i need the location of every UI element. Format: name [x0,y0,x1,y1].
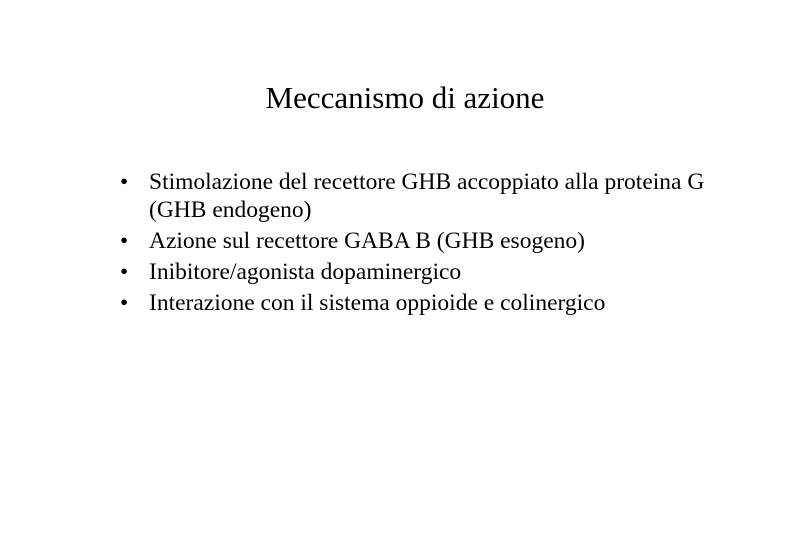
bullet-item-3 [120,258,760,286]
bullet-item-2 [120,227,760,255]
bullet-icon: • [120,259,129,285]
bullet-text: Stimolazione del recettore GHB accoppiato alla proteina G (GHB endogeno) [149,169,705,223]
bullet-icon: • [120,169,129,195]
bullet-icon: • [120,290,129,316]
bullet-item-4 [120,289,760,317]
bullet-text: Azione sul recettore GABA B (GHB esogeno) [149,228,585,254]
bullet-icon: • [120,228,129,254]
bullet-text: Interazione con il sistema oppioide e colinergico [149,290,606,316]
slide-title: Meccanismo di azione [265,80,545,115]
bullet-list [120,168,760,320]
bullet-item-1 [120,168,760,224]
bullet-text: Inibitore/agonista dopaminergico [149,259,462,285]
